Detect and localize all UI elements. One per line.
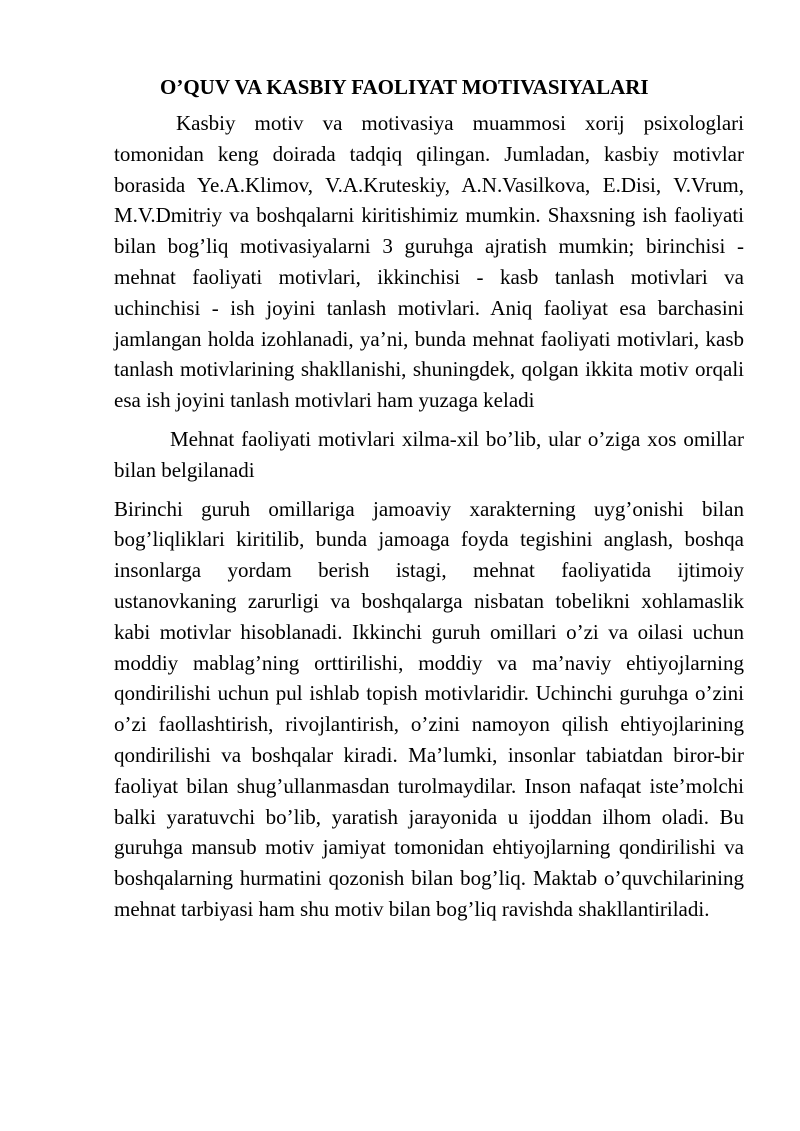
document-title: O’QUV VA KASBIY FAOLIYAT MOTIVASIYALARI [160, 75, 649, 99]
paragraph-2: Mehnat faoliyati motivlari xilma-xil bo’lib, ular o’ziga xos omillar bilan belgilanadi [114, 426, 744, 482]
paragraph-3: Birinchi guruh omillariga jamoaviy xarakterning uyg’onishi bilan bog’liqliklari kiritilib, bunda jamoaga foyda tegishini anglash, boshqa insonlarga yordam berish istagi, mehnat faoliyatida ijtimoiy ustanovkaning zarurligi va boshqalarga nisbatan tobelikni xohlamaslik kabi motivlar hisoblanadi. Ikkinchi guruh omillari o’zi va oilasi uchun moddiy mablag’ning orttirilishi, moddiy va ma’naviy ehtiyojlarning qondirilishi uchun pul ishlab topish motivlaridir. Uchinchi guruhga o’zini o’zi faollashtirish, rivojlantirish, o’zini namoyon qilish ehtiyojlarining qondirilishi va boshqalar kiradi. Ma’lumki, insonlar tabiatdan biror-bir faoliyat bilan shug’ullanmasdan turolmaydilar. Inson nafaqat iste’molchi balki yaratuvchi bo’lib, yaratish jarayonida u ijoddan ilhom oladi. Bu guruhga mansub motiv jamiyat tomonidan ehtiyojlarning qondirilishi va boshqalarning hurmatini qozonish bilan bog’liq. Maktab o’quvchilarining mehnat tarbiyasi ham shu motiv bilan bog’liq ravishda shakllantiriladi. [114, 496, 744, 921]
document-page [114, 72, 744, 925]
paragraph-1: Kasbiy motiv va motivasiya muammosi xorij psixologlari tomonidan keng doirada tadqiq qilingan. Jumladan, kasbiy motivlar borasida Ye.A.Klimov, V.A.Kruteskiy, A.N.Vasilkova, E.Disi, V.Vrum, M.V.Dmitriy va boshqalarni kiritishimiz mumkin. Shaxsning ish faoliyati bilan bog’liq motivasiyalarni 3 guruhga ajratish mumkin; birinchisi - mehnat faoliyati motivlari, ikkinchisi - kasb tanlash motivlari va uchinchisi - ish joyini tanlash motivlari. Aniq faoliyat esa barchasini jamlangan holda izohlanadi, ya’ni, bunda mehnat faoliyati motivlari, kasb tanlash motivlarining shakllanishi, shuningdek, qolgan ikkita motiv orqali esa ish joyini tanlash motivlari ham yuzaga keladi [114, 111, 744, 413]
